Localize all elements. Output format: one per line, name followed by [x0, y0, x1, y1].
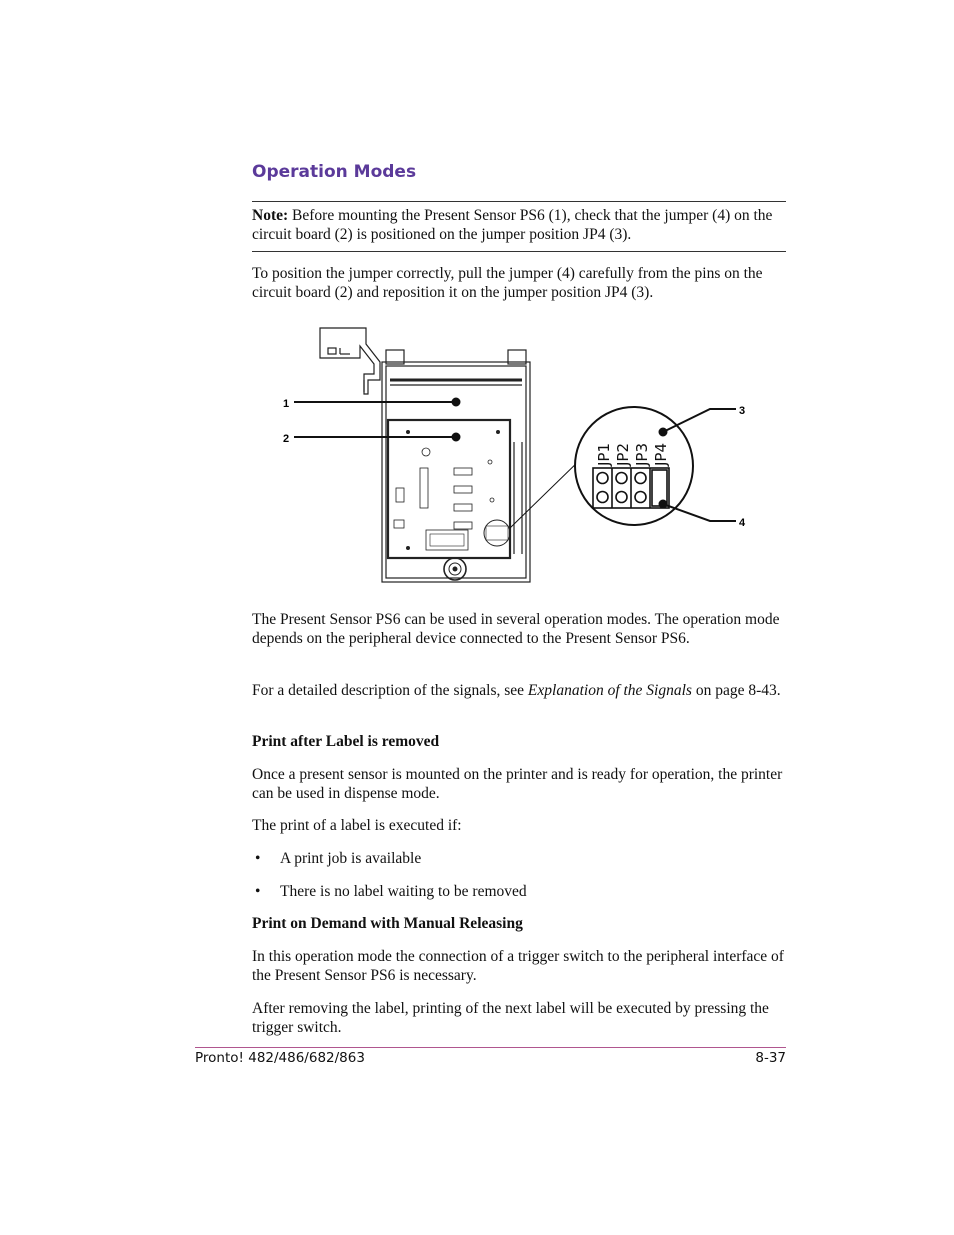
signals-ref-suffix: on page 8-43. — [691, 682, 781, 699]
subheading-print-on-demand: Print on Demand with Manual Releasing — [252, 915, 523, 932]
jumper-label-jp3: JP3 — [633, 442, 651, 466]
jumper-label-jp1: JP1 — [595, 442, 613, 466]
paragraph-signals-reference — [252, 681, 786, 700]
jumper-label-jp2: JP2 — [614, 442, 632, 466]
paragraph-next-label: After removing the label, printing of the next label will be executed by pressing the trigger switch. — [252, 1000, 769, 1036]
note-block — [252, 206, 786, 244]
note-bottom-rule — [252, 251, 786, 252]
callout-4: 4 — [739, 517, 746, 529]
sensor-housing — [382, 350, 530, 582]
paragraph-dispense-mode: Once a present sensor is mounted on the printer and is ready for operation, the printer can be used in dispense mode. — [252, 766, 783, 802]
magnifier-leader — [510, 456, 584, 528]
jumper-label-jp4: JP4 — [652, 442, 670, 466]
note-label: Note: — [252, 207, 289, 224]
section-heading: Operation Modes — [252, 162, 417, 182]
paragraph-jumper-instructions: To position the jumper correctly, pull the jumper (4) carefully from the pins on the circuit board (2) and reposition it on the jumper position JP4 (3). — [252, 265, 763, 301]
note-text: Before mounting the Present Sensor PS6 (1), check that the jumper (4) on the circuit board (2) is positioned on the jumper position JP4 (3). — [252, 207, 773, 243]
footer-product: Pronto! 482/486/682/863 — [195, 1050, 365, 1066]
bullet-marker: • — [255, 850, 261, 867]
callout-1: 1 — [283, 398, 290, 410]
adjustment-knob — [444, 558, 466, 580]
callout-3: 3 — [739, 405, 746, 417]
note-top-rule — [252, 201, 786, 202]
footer-rule — [195, 1047, 786, 1048]
bullet-item: There is no label waiting to be removed — [280, 883, 527, 900]
footer-page-number: 8-37 — [755, 1050, 786, 1066]
subheading-print-after-label: Print after Label is removed — [252, 733, 440, 750]
signals-ref-prefix: For a detailed description of the signals, see — [252, 682, 528, 699]
callout-2: 2 — [283, 433, 290, 445]
bullet-marker: • — [255, 883, 261, 900]
paragraph-operation-modes: The Present Sensor PS6 can be used in several operation modes. The operation mode depends on the peripheral device connected to the Present Sensor PS6. — [252, 611, 780, 647]
paragraph-trigger-switch: In this operation mode the connection of a trigger switch to the peripheral interface of the Present Sensor PS6 is necessary. — [252, 948, 784, 984]
signals-reference-link: Explanation of the Signals — [527, 682, 692, 699]
mounting-bracket — [320, 328, 380, 394]
sensor-board-figure — [278, 322, 768, 588]
paragraph-print-condition: The print of a label is executed if: — [252, 817, 462, 834]
jumper-magnifier — [575, 407, 693, 525]
bullet-item: A print job is available — [280, 850, 422, 867]
circuit-board — [388, 420, 510, 558]
